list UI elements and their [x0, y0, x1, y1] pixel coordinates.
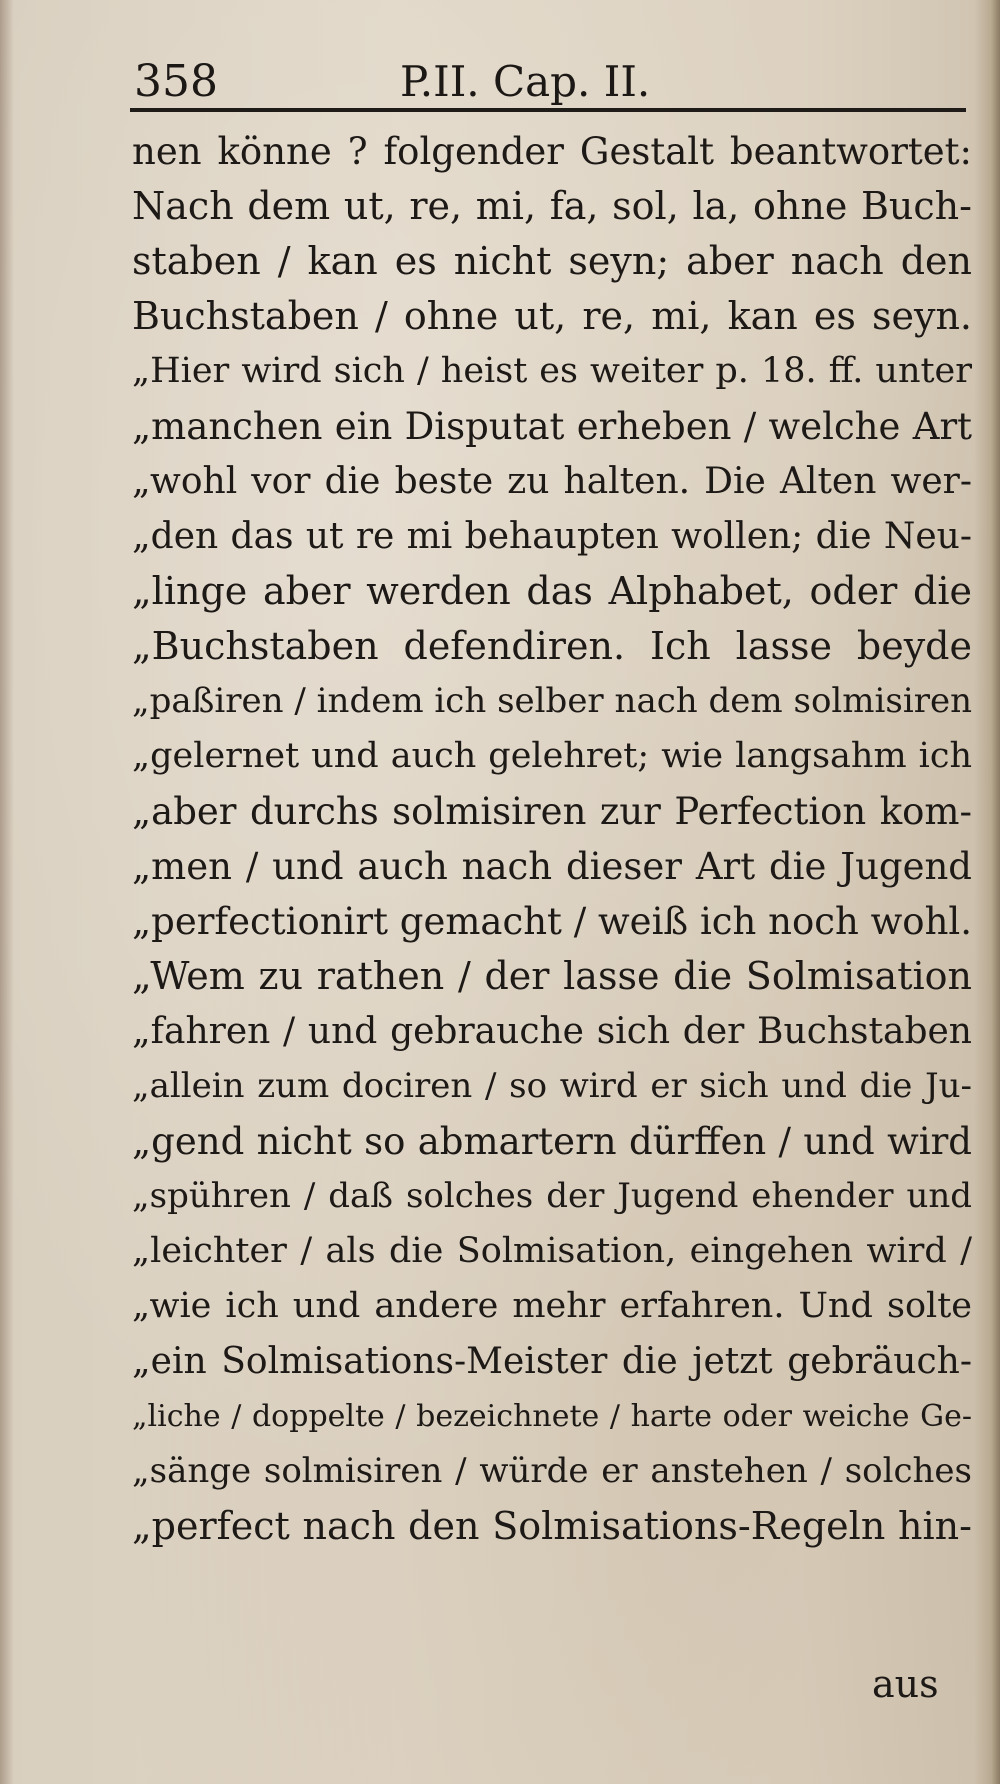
header-rule — [130, 108, 966, 112]
text-line: „ein Solmisations-Meister die jetzt gebräuch- — [132, 1341, 972, 1382]
text-line: „linge aber werden das Alphabet, oder die — [132, 569, 972, 613]
text-line: Buchstaben / ohne ut, re, mi, kan es seyn. — [132, 294, 972, 338]
text-line: „spühren / daß solches der Jugend ehender und — [132, 1176, 972, 1216]
page-number: 358 — [134, 56, 218, 107]
text-line: „manchen ein Disputat erheben / welche Art — [132, 405, 972, 448]
text-line: „Buchstaben defendiren. Ich lasse beyde — [132, 624, 972, 668]
page-gutter-shadow — [0, 0, 14, 1784]
text-line: „gelernet und auch gelehret; wie langsahm ich — [132, 736, 972, 776]
text-line: „gend nicht so abmartern dürffen / und wird — [132, 1120, 972, 1163]
text-line: „aber durchs solmisiren zur Perfection kom- — [132, 790, 972, 833]
running-head: P.II. Cap. II. — [400, 57, 651, 106]
text-line: „allein zum dociren / so wird er sich und die Ju- — [132, 1066, 972, 1106]
text-line: „wohl vor die beste zu halten. Die Alten wer- — [132, 461, 972, 502]
catchword: aus — [872, 1662, 939, 1706]
text-line: „Hier wird sich / heist es weiter p. 18. ff. unter — [132, 351, 972, 391]
text-line: „perfectionirt gemacht / weiß ich noch wohl. — [132, 900, 972, 943]
text-line: „fahren / und gebrauche sich der Buchstaben — [132, 1011, 972, 1052]
text-line: nen könne ? folgender Gestalt beantwortet: — [132, 130, 972, 173]
text-line: „men / und auch nach dieser Art die Jugend — [132, 845, 972, 888]
text-line: „den das ut re mi behaupten wollen; die Neu- — [132, 516, 972, 557]
text-line: „perfect nach den Solmisations-Regeln hin- — [132, 1504, 972, 1548]
text-line: „sänge solmisiren / würde er anstehen / solches — [132, 1451, 972, 1491]
page-edge — [974, 0, 1000, 1784]
text-line: „wie ich und andere mehr erfahren. Und solte — [132, 1286, 972, 1326]
text-line: „paßiren / indem ich selber nach dem solmisiren — [132, 681, 972, 721]
text-line: „liche / doppelte / bezeichnete / harte oder weiche Ge- — [132, 1399, 972, 1434]
page-header — [134, 54, 964, 110]
text-line: staben / kan es nicht seyn; aber nach den — [132, 239, 972, 283]
text-line: „leichter / als die Solmisation, eingehen wird / — [132, 1231, 972, 1271]
text-line: Nach dem ut, re, mi, fa, sol, la, ohne Buch- — [132, 184, 972, 228]
body-text — [132, 124, 972, 1554]
text-line: „Wem zu rathen / der lasse die Solmisation — [132, 954, 972, 998]
